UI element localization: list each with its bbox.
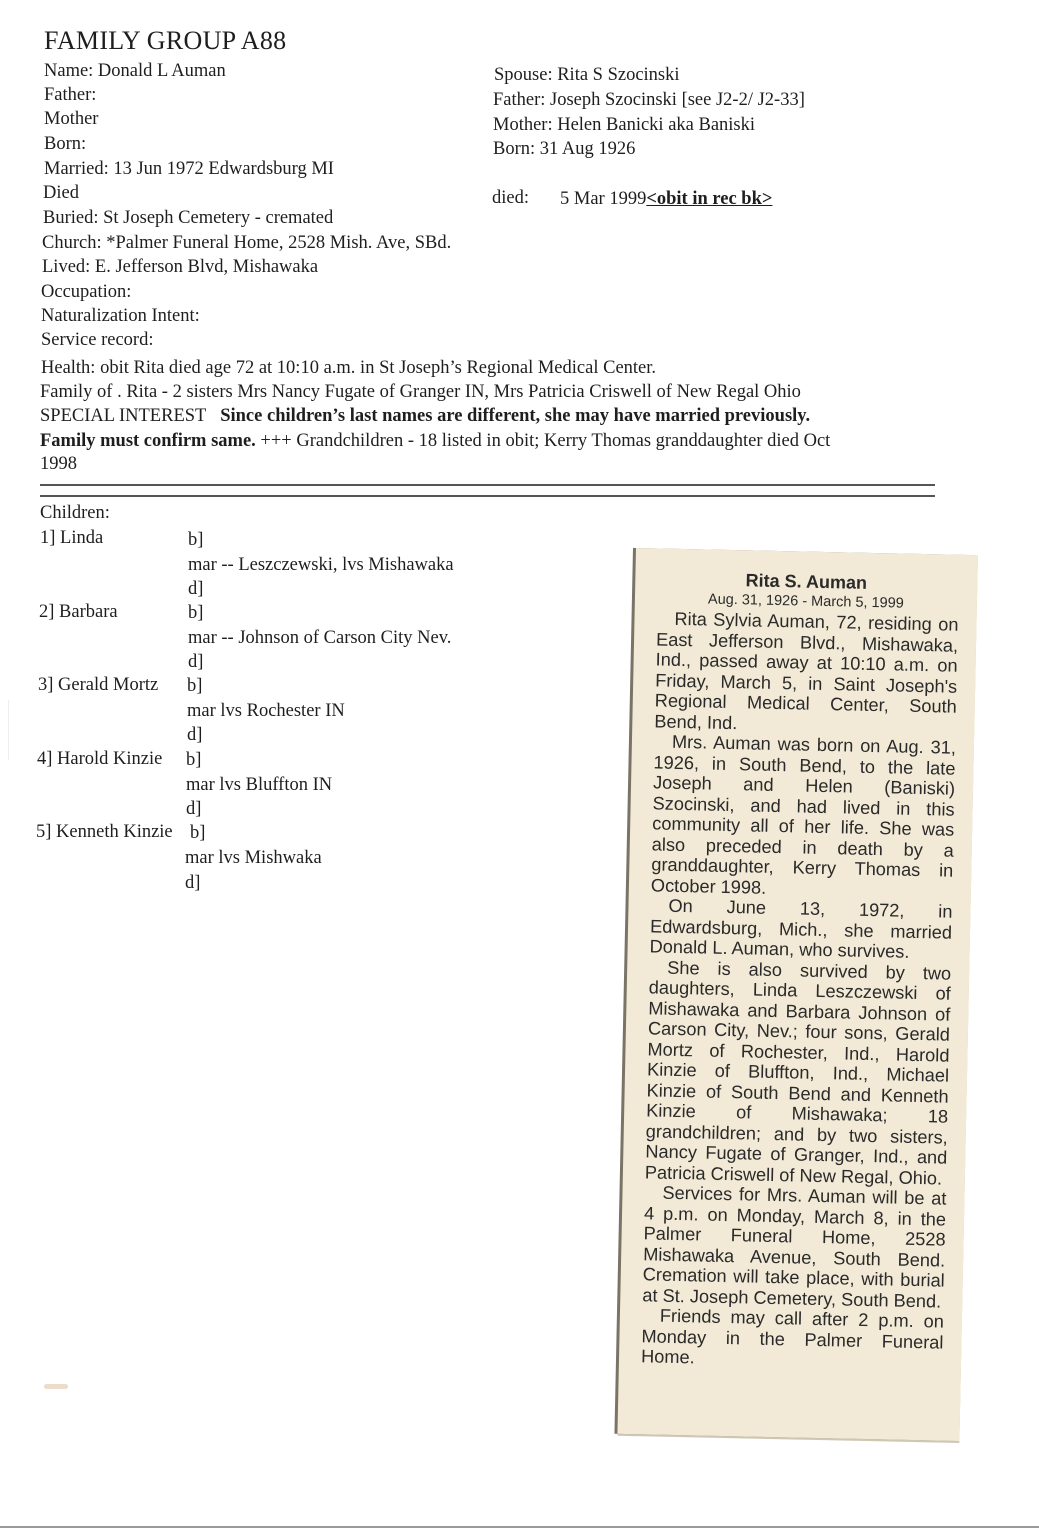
- husband-naturalization: Naturalization Intent:: [41, 306, 200, 326]
- spouse-died-value: 5 Mar 1999: [560, 189, 647, 209]
- obituary-paragraph: On June 13, 1972, in Edwardsburg, Mich., she married Donald L. Auman, who survives.: [649, 895, 953, 962]
- paper-speck: [44, 1384, 68, 1389]
- child-4-died: d]: [186, 799, 202, 819]
- obituary-paragraph: Mrs. Auman was born on Aug. 31, 1926, in South Bend, to the late Joseph and Helen (Baniski) Szocinski, and had lived in this community all of her life. She was also preceded in death by a granddaughter, Kerry Thomas in October 1998.: [650, 731, 957, 898]
- obituary-paragraph: She is also survived by two daughters, Linda Leszczewski of Mishawaka and Barbara Johnson of Carson City, Nev.; four sons, Gerald Mortz of Rochester, Ind., Harold Kinzie of Bluffton, Ind., Michael Kinzie of South Bend and Kenneth Kinzie of Mishawaka; 18 grandchildren; and by two sisters, Nancy Fugate of Granger, Ind., and Patricia Criswell of New Regal, Ohio.: [644, 957, 952, 1189]
- grandchildren-note: +++ Grandchildren - 18 listed in obit; Kerry Thomas granddaughter died Oct: [255, 431, 831, 451]
- page-title: FAMILY GROUP A88: [44, 26, 287, 55]
- obituary-dates: Aug. 31, 1926 - March 5, 1999: [707, 591, 904, 612]
- child-4-married: mar lvs Bluffton IN: [186, 775, 333, 795]
- child-4-name: 4] Harold Kinzie: [37, 749, 163, 769]
- husband-service-record: Service record:: [41, 330, 154, 350]
- husband-father: Father:: [44, 85, 97, 105]
- special-interest-line: [40, 405, 810, 427]
- husband-mother: Mother: [44, 109, 99, 129]
- husband-occupation: Occupation:: [41, 282, 132, 302]
- special-interest-label: SPECIAL INTEREST: [40, 406, 207, 426]
- special-interest-confirm: Family must confirm same.: [40, 431, 256, 451]
- husband-church: Church: *Palmer Funeral Home, 2528 Mish. Ave, SBd.: [42, 233, 452, 253]
- special-interest-year: 1998: [40, 454, 77, 474]
- husband-buried: Buried: St Joseph Cemetery - cremated: [43, 208, 334, 228]
- special-interest-note: Since children’s last names are different, she may have married previously.: [220, 406, 811, 426]
- scan-mark: [8, 700, 9, 760]
- spouse-mother: Mother: Helen Banicki aka Baniski: [493, 115, 756, 135]
- obituary-headline: Rita S. Auman: [745, 570, 868, 593]
- spouse-died-line: [560, 188, 772, 210]
- child-4-born: b]: [186, 750, 202, 770]
- child-2-died: d]: [188, 652, 204, 672]
- section-divider: [40, 484, 935, 497]
- child-1-died: d]: [188, 579, 204, 599]
- health-line: Health: obit Rita died age 72 at 10:10 a.m. in St Joseph’s Regional Medical Center.: [41, 358, 657, 378]
- child-1-born: b]: [188, 530, 204, 550]
- special-interest-line-2: [40, 430, 830, 452]
- child-5-name: 5] Kenneth Kinzie: [36, 822, 173, 842]
- child-3-name: 3] Gerald Mortz: [38, 675, 159, 695]
- spouse-died-label: died:: [492, 188, 529, 208]
- child-3-died: d]: [187, 725, 203, 745]
- obituary-paragraph: Services for Mrs. Auman will be at 4 p.m. on Monday, March 8, in the Palmer Funeral Home, 2528 Mishawaka Avenue, South Bend. Cremation will take place, with burial at St. Joseph Cemetery, South Bend.: [642, 1182, 947, 1312]
- husband-name: Name: Donald L Auman: [44, 61, 226, 81]
- child-5-died: d]: [185, 873, 201, 893]
- obituary-paragraph: Rita Sylvia Auman, 72, residing on East Jefferson Blvd., Mishawaka, Ind., passed away at 10:10 a.m. on Friday, March 5, in Saint Joseph's Regional Medical Center, South Bend, Ind.: [654, 608, 959, 733]
- child-2-born: b]: [188, 603, 204, 623]
- child-2-married: mar -- Johnson of Carson City Nev.: [188, 628, 452, 648]
- spouse-name: Spouse: Rita S Szocinski: [494, 65, 680, 85]
- husband-married: Married: 13 Jun 1972 Edwardsburg MI: [44, 159, 334, 179]
- child-3-married: mar lvs Rochester IN: [187, 701, 345, 721]
- scan-bottom-edge: [0, 1526, 1039, 1528]
- child-2-name: 2] Barbara: [39, 602, 118, 622]
- obituary-body: [641, 608, 959, 1373]
- child-1-name: 1] Linda: [40, 528, 104, 548]
- child-5-born: b]: [190, 823, 206, 843]
- spouse-father: Father: Joseph Szocinski [see J2-2/ J2-33]: [493, 90, 805, 110]
- child-5-married: mar lvs Mishwaka: [185, 848, 322, 868]
- husband-died: Died: [43, 183, 79, 203]
- obituary-paragraph: Friends may call after 2 p.m. on Monday in the Palmer Funeral Home.: [640, 1305, 945, 1368]
- family-of-line: Family of . Rita - 2 sisters Mrs Nancy Fugate of Granger IN, Mrs Patricia Criswell of New Regal Ohio: [40, 382, 801, 402]
- obit-reference-link[interactable]: <obit in rec bk>: [646, 189, 773, 209]
- husband-born: Born:: [44, 134, 87, 154]
- husband-lived: Lived: E. Jefferson Blvd, Mishawaka: [42, 257, 319, 277]
- children-label: Children:: [40, 503, 110, 523]
- child-3-born: b]: [187, 676, 203, 696]
- spouse-born: Born: 31 Aug 1926: [493, 139, 636, 159]
- obituary-clipping: [617, 548, 977, 1441]
- child-1-married: mar -- Leszczewski, lvs Mishawaka: [188, 555, 454, 575]
